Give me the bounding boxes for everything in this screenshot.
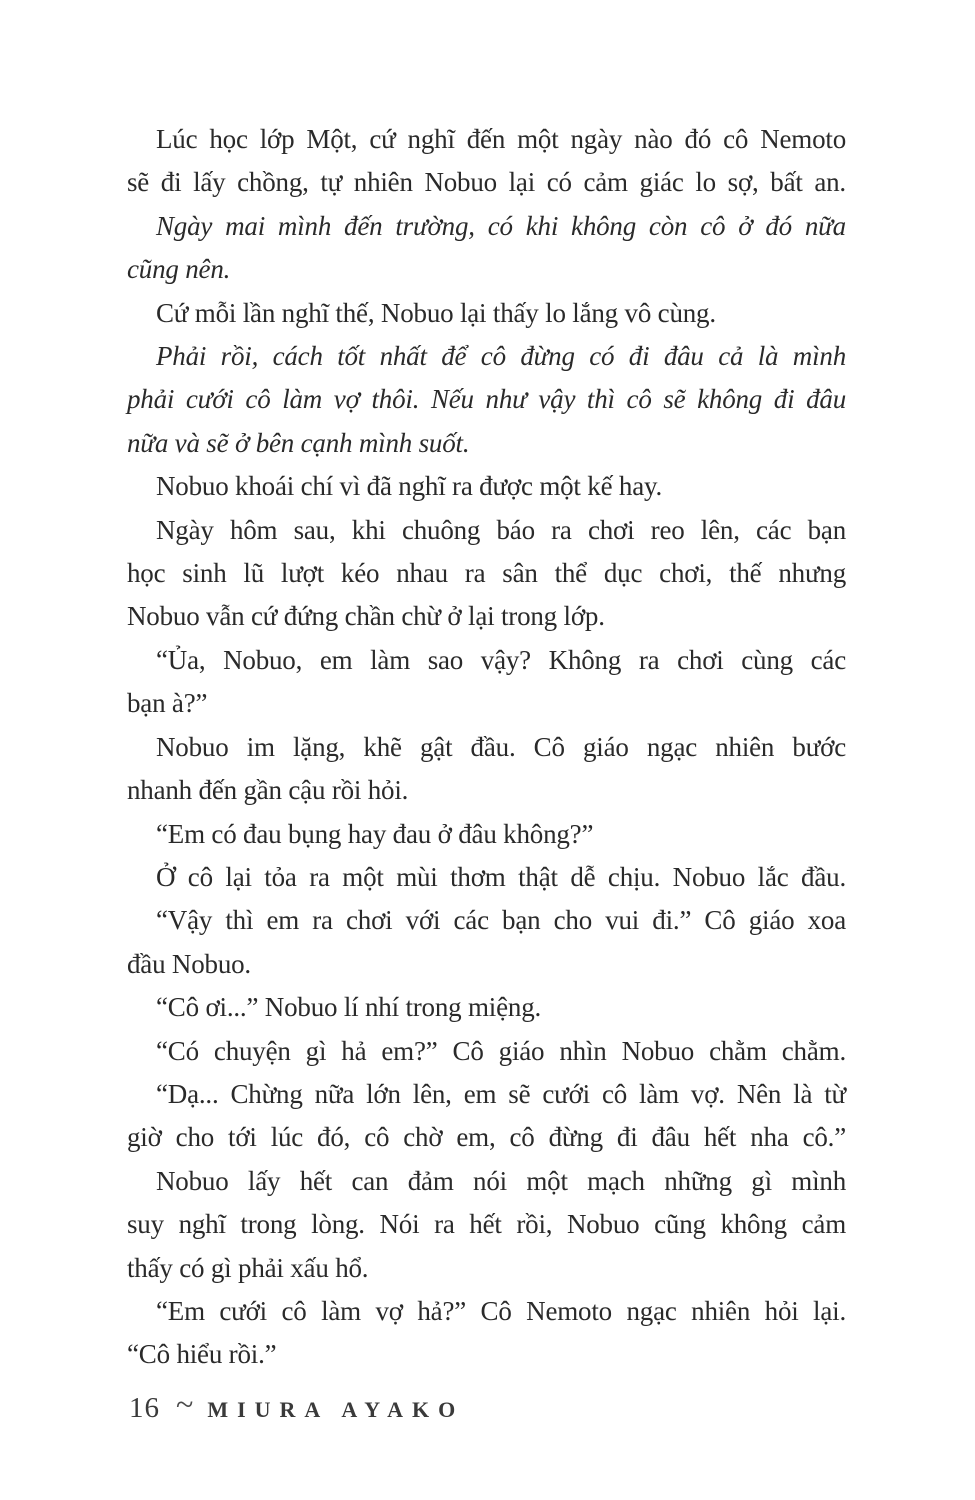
page-number: 16: [129, 1392, 160, 1424]
text-line: Lúc học lớp Một, cứ nghĩ đến một ngày nào đó cô Nemoto: [156, 124, 846, 154]
paragraph: [127, 465, 846, 508]
page-footer: [129, 1388, 464, 1425]
paragraph: [127, 986, 846, 1029]
text-line: Phải rồi, cách tốt nhất để cô đừng có đi đâu cả là mình: [156, 341, 846, 372]
paragraph: [127, 509, 846, 639]
text-line: suy nghĩ trong lòng. Nói ra hết rồi, Nobuo cũng không cảm: [127, 1209, 846, 1240]
author-name: MIURA AYAKO: [207, 1397, 465, 1422]
text-line: “Em có đau bụng hay đau ở đâu không?”: [156, 818, 594, 849]
text-line: học sinh lũ lượt kéo nhau ra sân thể dục chơi, thế nhưng: [127, 558, 846, 589]
paragraph: [127, 1030, 846, 1073]
paragraph: [127, 899, 846, 986]
paragraph-italic: [127, 335, 846, 465]
text-line: nhanh đến gần cậu rồi hỏi.: [127, 775, 409, 806]
text-line: Nobuo khoái chí vì đã nghĩ ra được một kế hay.: [156, 471, 663, 502]
paragraph: [127, 639, 846, 726]
footer-separator-tilde: ~: [176, 1386, 194, 1422]
text-line: sẽ đi lấy chồng, tự nhiên Nobuo lại có cảm giác lo sợ, bất an.: [127, 167, 846, 198]
text-line: Cứ mỗi lần nghĩ thế, Nobuo lại thấy lo lắng vô cùng.: [156, 297, 716, 328]
paragraph: [127, 1290, 846, 1377]
paragraph: [127, 856, 846, 899]
paragraph: [127, 813, 846, 856]
text-line: “Cô hiểu rồi.”: [127, 1339, 277, 1370]
text-line: Ở cô lại tỏa ra một mùi thơm thật dễ chịu. Nobuo lắc đầu.: [156, 861, 846, 892]
text-line: “Vậy thì em ra chơi với các bạn cho vui đi.” Cô giáo xoa: [156, 905, 846, 936]
text-line: Ngày hôm sau, khi chuông báo ra chơi reo lên, các bạn: [156, 514, 846, 545]
text-line: phải cưới cô làm vợ thôi. Nếu như vậy thì cô sẽ không đi đâu: [127, 384, 846, 415]
paragraph: [127, 726, 846, 813]
text-line: thấy có gì phải xấu hổ.: [127, 1252, 369, 1283]
text-line: nữa và sẽ ở bên cạnh mình suốt.: [127, 427, 470, 458]
text-line: giờ cho tới lúc đó, cô chờ em, cô đừng đi đâu hết nha cô.”: [127, 1122, 846, 1153]
text-line: cũng nên.: [127, 254, 231, 285]
text-line: Nobuo lấy hết can đảm nói một mạch những gì mình: [156, 1165, 846, 1196]
paragraph: [127, 118, 846, 205]
text-line: Ngày mai mình đến trường, có khi không còn cô ở đó nữa: [156, 210, 846, 241]
text-line: đầu Nobuo.: [127, 948, 251, 979]
text-line: “Có chuyện gì hả em?” Cô giáo nhìn Nobuo chằm chằm.: [156, 1035, 846, 1066]
paragraph: [127, 1160, 846, 1290]
text-line: “Cô ơi...” Nobuo lí nhí trong miệng.: [156, 992, 542, 1023]
text-line: Nobuo vẫn cứ đứng chần chừ ở lại trong lớp.: [127, 601, 605, 632]
text-line: “Ủa, Nobuo, em làm sao vậy? Không ra chơi cùng các: [156, 644, 846, 675]
text-line: “Dạ... Chừng nữa lớn lên, em sẽ cưới cô làm vợ. Nên là từ: [156, 1078, 846, 1109]
text-block: [127, 118, 846, 1377]
paragraph-italic: [127, 205, 846, 292]
text-line: bạn à?”: [127, 688, 208, 719]
paragraph: [127, 1073, 846, 1160]
text-line: Nobuo im lặng, khẽ gật đầu. Cô giáo ngạc nhiên bước: [156, 731, 846, 762]
paragraph: [127, 292, 846, 335]
text-line: “Em cưới cô làm vợ hả?” Cô Nemoto ngạc nhiên hỏi lại.: [156, 1295, 846, 1326]
